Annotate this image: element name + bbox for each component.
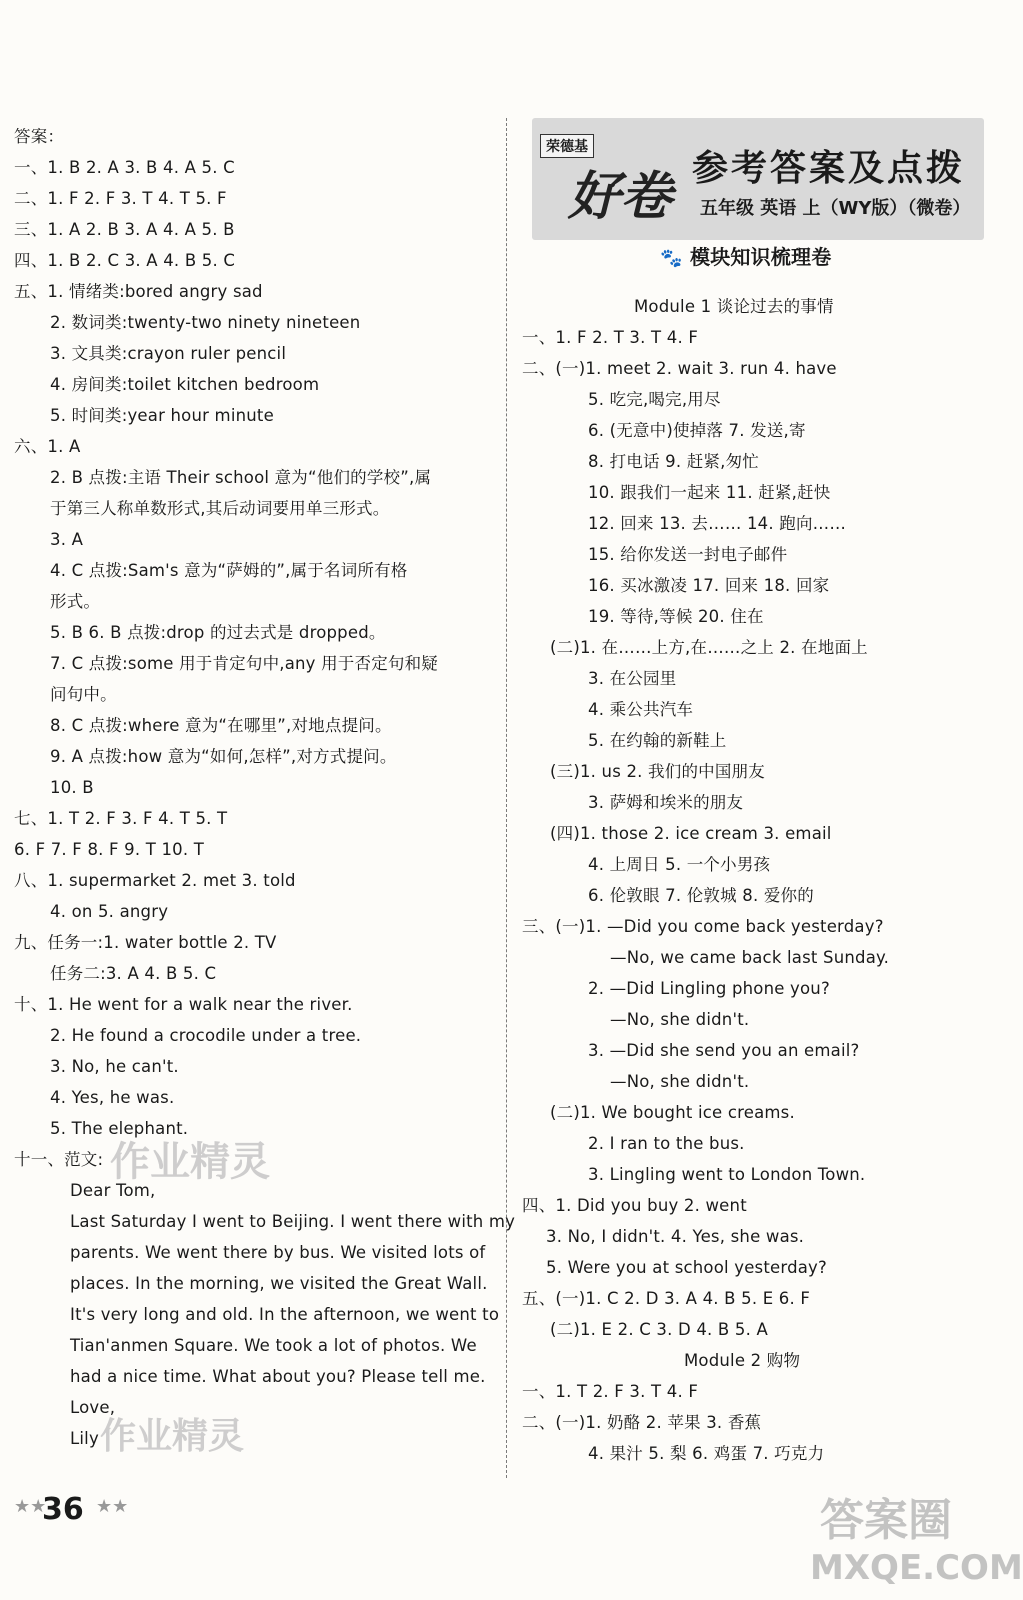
left-answer-line: 于第三人称单数形式,其后动词要用单三形式。 [50, 499, 390, 518]
right-answer-line: (二)1. 在……上方,在……之上 2. 在地面上 [550, 638, 868, 657]
left-answer-line: 2. B 点拨:主语 Their school 意为“他们的学校”,属 [50, 468, 432, 487]
left-answer-line: 2. 数词类:twenty-two ninety nineteen [50, 313, 361, 332]
left-answer-line: 任务二:3. A 4. B 5. C [50, 964, 217, 983]
right-answer-line: 5. 吃完,喝完,用尽 [588, 390, 721, 409]
left-answer-line: Dear Tom, [70, 1181, 156, 1200]
right-answer-line: (二)1. We bought ice creams. [550, 1103, 795, 1122]
left-answer-line: 答案： [14, 127, 65, 146]
left-answer-line: Tian'anmen Square. We took a lot of photos. We [70, 1336, 477, 1355]
left-answer-line: Love, [70, 1398, 116, 1417]
right-answer-line: 二、(一)1. 奶酪 2. 苹果 3. 香蕉 [522, 1413, 762, 1432]
right-answer-line: 5. Were you at school yesterday? [546, 1258, 827, 1277]
right-answer-line: 6. 伦敦眼 7. 伦敦城 8. 爱你的 [588, 886, 814, 905]
left-answer-line: Lily [70, 1429, 99, 1448]
right-answer-line: (二)1. E 2. C 3. D 4. B 5. A [550, 1320, 768, 1339]
logo: 好卷 [568, 166, 673, 227]
left-answer-line: 问句中。 [50, 685, 117, 704]
left-answer-line: 一、1. B 2. A 3. B 4. A 5. C [14, 158, 235, 177]
star-icon-left: ★★ [14, 1496, 47, 1517]
right-answer-line: 10. 跟我们一起来 11. 赶紧,赶快 [588, 483, 831, 502]
left-answer-line: 十一、范文: [14, 1150, 104, 1169]
brand-label: 荣德基 [540, 134, 594, 158]
left-answer-line: 5. The elephant. [50, 1119, 189, 1138]
right-answer-line: 一、1. F 2. T 3. T 4. F [522, 328, 699, 347]
left-answer-line: 8. C 点拨:where 意为“在哪里”,对地点提问。 [50, 716, 392, 735]
left-answer-line: Last Saturday I went to Beijing. I went there with my [70, 1212, 516, 1231]
left-answer-line: 九、任务一:1. water bottle 2. TV [14, 933, 277, 952]
watermark-1: 作业精灵 [110, 1139, 270, 1185]
answer-banner [532, 118, 984, 240]
left-answer-line: 形式。 [50, 592, 101, 611]
right-answer-line: 6. (无意中)使掉落 7. 发送,寄 [588, 421, 806, 440]
watermark-2: 作业精灵 [100, 1416, 245, 1457]
right-answer-line: 一、1. T 2. F 3. T 4. F [522, 1382, 699, 1401]
left-answer-line: places. In the morning, we visited the Great Wall. [70, 1274, 488, 1293]
right-answer-line: 12. 回来 13. 去…… 14. 跑向…… [588, 514, 847, 533]
paw-icon: 🐾 [660, 248, 683, 269]
left-answer-line: 4. on 5. angry [50, 902, 169, 921]
right-answer-line: 8. 打电话 9. 赶紧,匆忙 [588, 452, 759, 471]
left-answer-line: 7. C 点拨:some 用于肯定句中,any 用于否定句和疑 [50, 654, 438, 673]
left-answer-line: 5. 时间类:year hour minute [50, 406, 274, 425]
right-answer-line: 19. 等待,等候 20. 住在 [588, 607, 764, 626]
banner-title: 参考答案及点拨 [692, 148, 966, 189]
left-answer-line: 3. 文具类:crayon ruler pencil [50, 344, 287, 363]
right-answer-line: 3. 萨姆和埃米的朋友 [588, 793, 744, 812]
right-answer-line: 3. 在公园里 [588, 669, 677, 688]
right-answer-line: 5. 在约翰的新鞋上 [588, 731, 727, 750]
watermark-3: 答案圈 [820, 1495, 952, 1546]
left-answer-line: 六、1. A [14, 437, 81, 456]
right-answer-line: —No, she didn't. [610, 1072, 750, 1091]
left-answer-line: 三、1. A 2. B 3. A 4. A 5. B [14, 220, 235, 239]
right-answer-line: 4. 上周日 5. 一个小男孩 [588, 855, 771, 874]
left-answer-line: parents. We went there by bus. We visited lots of [70, 1243, 486, 1262]
right-answer-line: 二、(一)1. meet 2. wait 3. run 4. have [522, 359, 837, 378]
right-answer-line: 15. 给你发送一封电子邮件 [588, 545, 788, 564]
left-answer-line: 4. Yes, he was. [50, 1088, 175, 1107]
left-answer-line: 4. 房间类:toilet kitchen bedroom [50, 375, 320, 394]
left-answer-line: 八、1. supermarket 2. met 3. told [14, 871, 296, 890]
right-answer-line: 16. 买冰激凌 17. 回来 18. 回家 [588, 576, 830, 595]
left-answer-line: 6. F 7. F 8. F 9. T 10. T [14, 840, 205, 859]
left-answer-line: 4. C 点拨:Sam's 意为“萨姆的”,属于名词所有格 [50, 561, 408, 580]
column-divider [506, 118, 507, 1478]
right-answer-line: 三、(一)1. —Did you come back yesterday? [522, 917, 884, 936]
left-answer-line: 5. B 6. B 点拨:drop 的过去式是 dropped。 [50, 623, 386, 642]
page-number: 36 [42, 1492, 84, 1527]
left-answer-line: 3. A [50, 530, 84, 549]
watermark-4: MXQE.COM [810, 1548, 1023, 1588]
right-answer-line: 4. 乘公共汽车 [588, 700, 694, 719]
right-answer-line: (四)1. those 2. ice cream 3. email [550, 824, 832, 843]
right-answer-line: 2. —Did Lingling phone you? [588, 979, 830, 998]
right-answer-line: 五、(一)1. C 2. D 3. A 4. B 5. E 6. F [522, 1289, 811, 1308]
right-answer-line: (三)1. us 2. 我们的中国朋友 [550, 762, 765, 781]
star-icon-right: ★★ [96, 1496, 129, 1517]
right-answer-line: Module 2 购物 [684, 1351, 801, 1370]
left-answer-line: 十、1. He went for a walk near the river. [14, 995, 353, 1014]
left-answer-line: 四、1. B 2. C 3. A 4. B 5. C [14, 251, 236, 270]
right-answer-line: 3. —Did she send you an email? [588, 1041, 860, 1060]
right-answer-line: 3. Lingling went to London Town. [588, 1165, 866, 1184]
left-answer-line: 10. B [50, 778, 94, 797]
section-title: 模块知识梳理卷 [690, 245, 832, 269]
right-answer-line: 4. 果汁 5. 梨 6. 鸡蛋 7. 巧克力 [588, 1444, 825, 1463]
left-answer-line: 二、1. F 2. F 3. T 4. T 5. F [14, 189, 227, 208]
left-answer-line: 9. A 点拨:how 意为“如何,怎样”,对方式提问。 [50, 747, 397, 766]
left-answer-line: had a nice time. What about you? Please tell me. [70, 1367, 486, 1386]
right-answer-line: 3. No, I didn't. 4. Yes, she was. [546, 1227, 805, 1246]
left-answer-line: 3. No, he can't. [50, 1057, 179, 1076]
banner-subtitle: 五年级 英语 上（WY版）（微卷） [700, 198, 971, 219]
left-answer-line: It's very long and old. In the afternoon, we went to [70, 1305, 500, 1324]
right-answer-line: —No, we came back last Sunday. [610, 948, 890, 967]
left-answer-line: 七、1. T 2. F 3. F 4. T 5. T [14, 809, 228, 828]
right-answer-line: 四、1. Did you buy 2. went [522, 1196, 747, 1215]
left-answer-line: 五、1. 情绪类:bored angry sad [14, 282, 263, 301]
right-answer-line: —No, she didn't. [610, 1010, 750, 1029]
left-answer-line: 2. He found a crocodile under a tree. [50, 1026, 362, 1045]
right-answer-line: 2. I ran to the bus. [588, 1134, 745, 1153]
right-answer-line: Module 1 谈论过去的事情 [634, 297, 834, 316]
